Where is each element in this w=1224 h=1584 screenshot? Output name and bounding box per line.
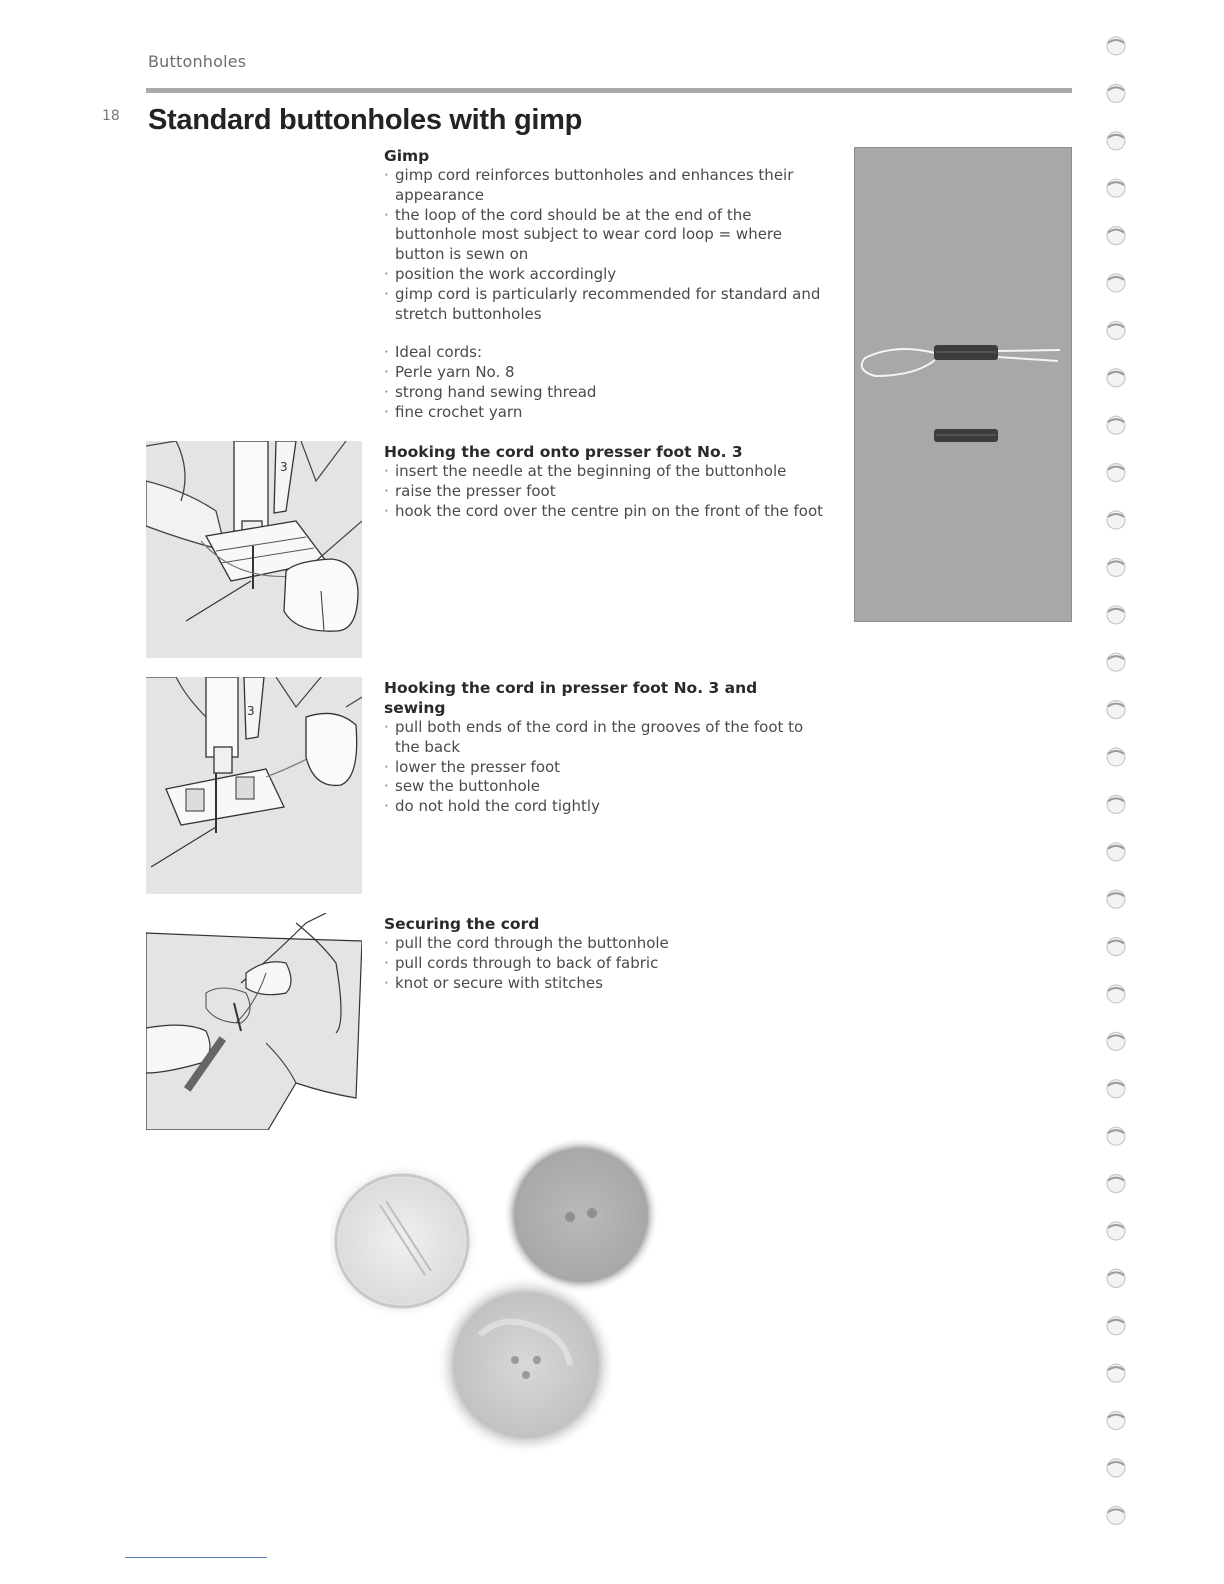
- spiral-binding: [1104, 34, 1130, 1564]
- list-item: · gimp cord reinforces buttonholes and enhances their appearance: [384, 166, 824, 206]
- page-title: Standard buttonholes with gimp: [148, 104, 583, 136]
- footer-rule: [125, 1557, 267, 1558]
- section-hooking-cord: [384, 442, 824, 521]
- ideal-cords-list: [384, 343, 824, 422]
- bullet-list: [384, 166, 824, 324]
- list-item: · pull cords through to back of fabric: [384, 954, 824, 974]
- bullet-list: [384, 462, 824, 521]
- list-item: · fine crochet yarn: [384, 403, 824, 423]
- list-item: · Perle yarn No. 8: [384, 363, 824, 383]
- running-head: Buttonholes: [148, 52, 247, 71]
- section-heading: Gimp: [384, 147, 430, 165]
- presser-foot-sewing-illustration: [146, 677, 362, 894]
- list-item: · raise the presser foot: [384, 482, 824, 502]
- list-item: · gimp cord is particularly recommended for standard and stretch buttonholes: [384, 285, 824, 325]
- list-item: · pull both ends of the cord in the grooves of the foot to the back: [384, 718, 824, 758]
- list-item: · pull the cord through the buttonhole: [384, 934, 824, 954]
- list-item: · sew the buttonhole: [384, 777, 824, 797]
- section-gimp: [384, 146, 824, 423]
- section-heading: Securing the cord: [384, 915, 540, 933]
- header-rule: [146, 88, 1072, 93]
- section-securing-cord: [384, 914, 824, 993]
- list-item: · strong hand sewing thread: [384, 383, 824, 403]
- page-number: 18: [102, 108, 120, 124]
- bullet-list: [384, 934, 824, 993]
- list-item: · the loop of the cord should be at the end of the buttonhole most subject to wear cord loop = where button is sewn on: [384, 206, 824, 265]
- foot-number-label: 3: [280, 460, 288, 474]
- list-item: · lower the presser foot: [384, 758, 824, 778]
- foot-number-label: 3: [247, 704, 255, 718]
- bullet-list: [384, 718, 824, 817]
- section-heading: Hooking the cord in presser foot No. 3 and sewing: [384, 679, 758, 717]
- list-item: · hook the cord over the centre pin on the front of the foot: [384, 502, 824, 522]
- section-heading: Hooking the cord onto presser foot No. 3: [384, 443, 743, 461]
- presser-foot-hook-illustration: [146, 441, 362, 658]
- list-item: · insert the needle at the beginning of the buttonhole: [384, 462, 824, 482]
- list-item: · do not hold the cord tightly: [384, 797, 824, 817]
- list-item: · knot or secure with stitches: [384, 974, 824, 994]
- securing-cord-illustration: [146, 913, 362, 1130]
- buttons-photo: [330, 1135, 660, 1465]
- list-item: · position the work accordingly: [384, 265, 824, 285]
- gimp-buttonhole-photo: [854, 147, 1072, 622]
- section-hooking-and-sewing: [384, 678, 824, 817]
- list-item: · Ideal cords:: [384, 343, 824, 363]
